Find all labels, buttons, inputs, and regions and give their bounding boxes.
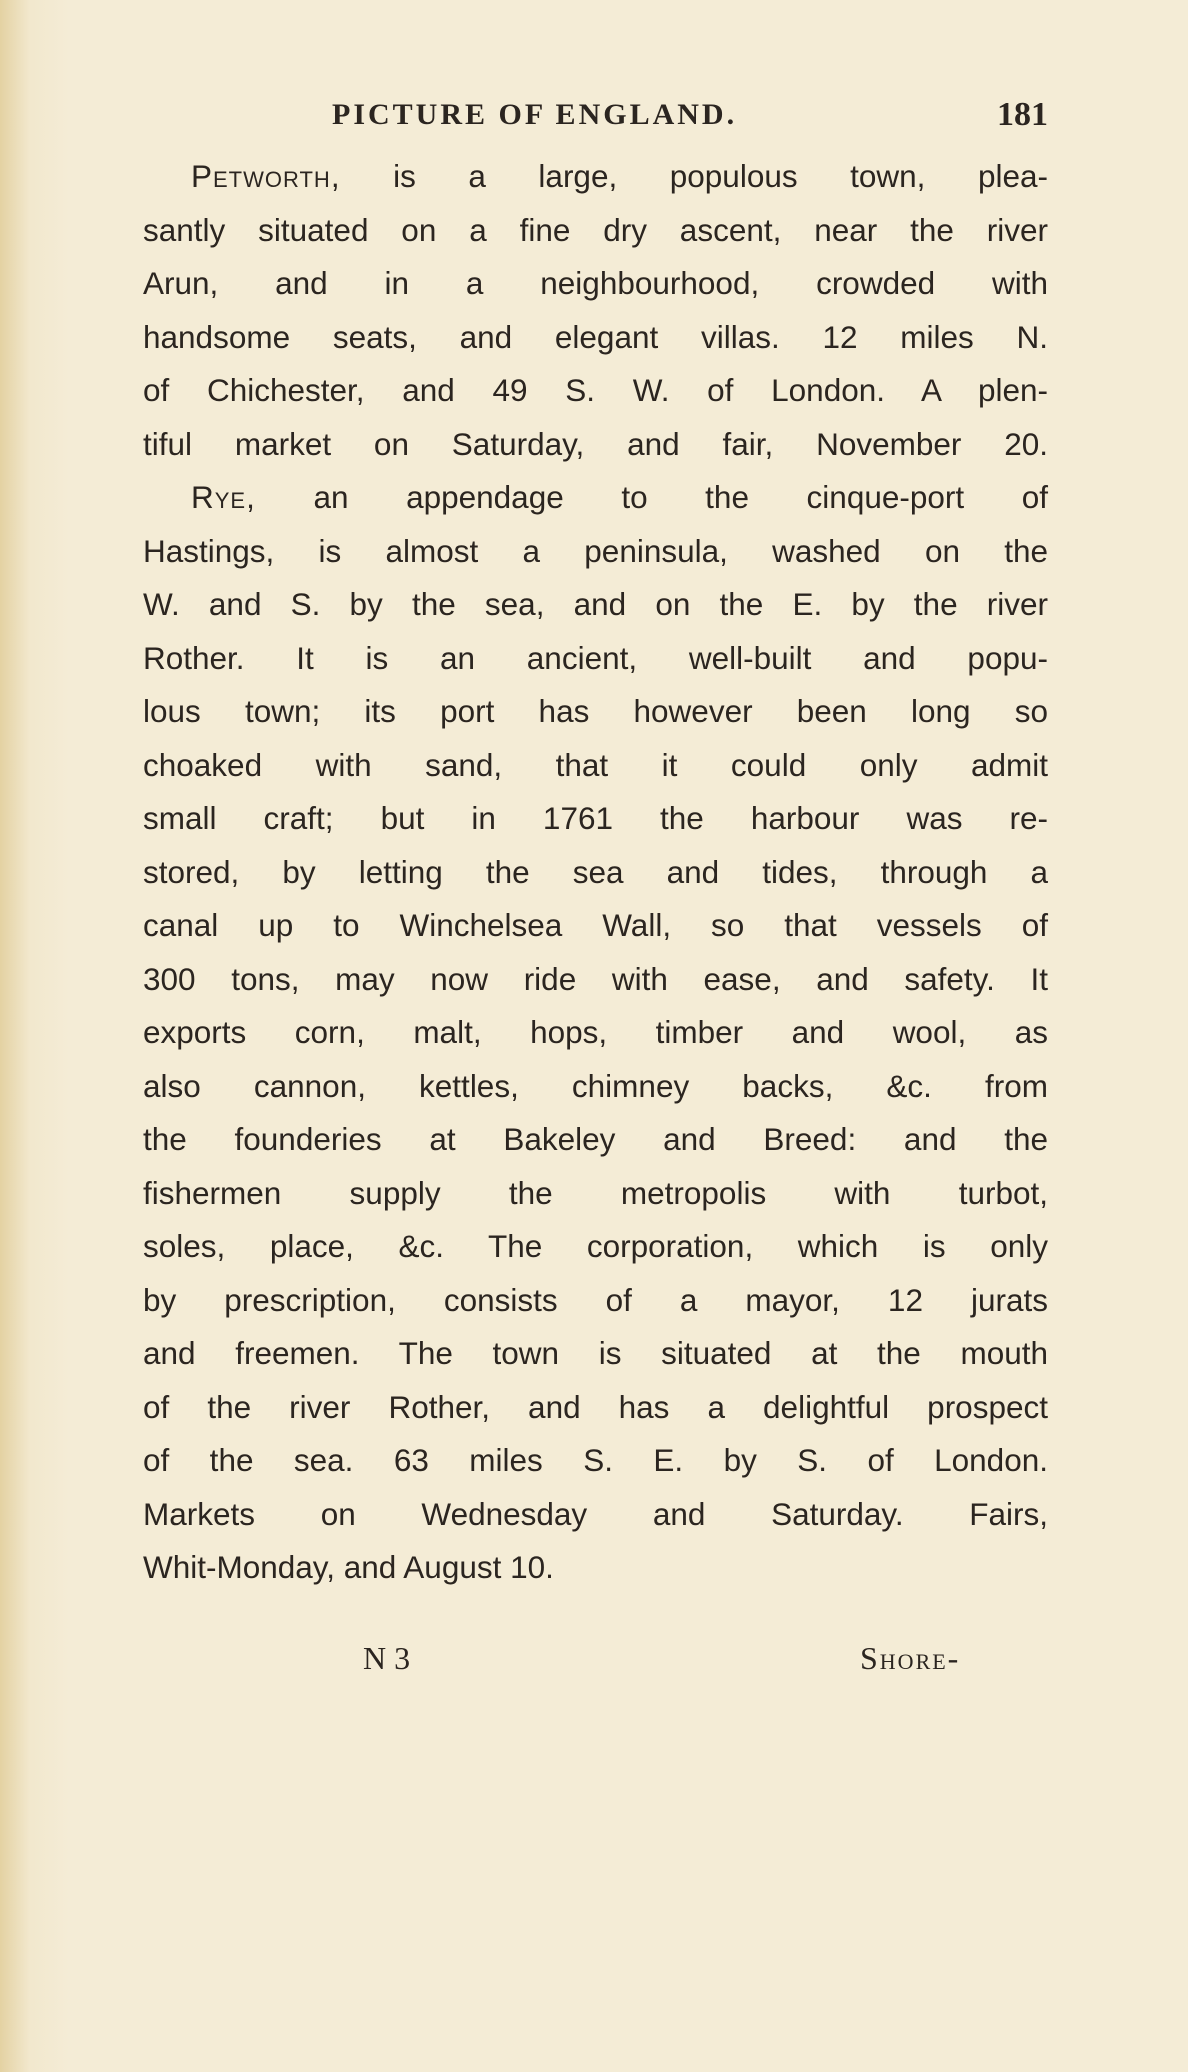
entry-line: santly situated on a fine dry ascent, near the river bbox=[143, 211, 1048, 248]
page-number: 181 bbox=[997, 96, 1048, 133]
entry-line: the founderies at Bakeley and Breed: and the bbox=[143, 1121, 1048, 1157]
signature-mark: N 3 bbox=[363, 1640, 411, 1676]
entry-line: Whit-Monday, and August 10. bbox=[143, 1549, 554, 1585]
entry-line: canal up to Winchelsea Wall, so that vessels of bbox=[143, 907, 1048, 943]
entry-line: stored, by letting the sea and tides, through a bbox=[143, 853, 1048, 890]
page-footer bbox=[0, 1640, 1188, 1690]
catchword: Shore- bbox=[860, 1640, 961, 1676]
entry-line: of the river Rother, and has a delightful prospect bbox=[143, 1388, 1048, 1425]
body-text bbox=[143, 150, 1048, 1595]
entry-line: 300 tons, may now ride with ease, and safety. It bbox=[143, 960, 1048, 997]
entry-line: Arun, and in a neighbourhood, crowded with bbox=[143, 265, 1048, 301]
entry-line: of the sea. 63 miles S. E. by S. of London. bbox=[143, 1442, 1048, 1478]
entry-line: choaked with sand, that it could only admit bbox=[143, 746, 1048, 783]
entry-line: handsome seats, and elegant villas. 12 miles N. bbox=[143, 318, 1048, 355]
entry-line: Rother. It is an ancient, well-built and popu- bbox=[143, 639, 1048, 676]
entry-line: fishermen supply the metropolis with turbot, bbox=[143, 1174, 1048, 1211]
entry-line: soles, place, &c. The corporation, which is only bbox=[143, 1228, 1048, 1264]
entry-line: lous town; its port has however been long so bbox=[143, 693, 1048, 729]
entry-line: exports corn, malt, hops, timber and wool, as bbox=[143, 1014, 1048, 1050]
entry-line: and freemen. The town is situated at the mouth bbox=[143, 1335, 1048, 1371]
running-title: PICTURE OF ENGLAND. bbox=[332, 98, 738, 131]
entry-headword: Rye, bbox=[191, 479, 256, 515]
entry-line: Rye, an appendage to the cinque-port of bbox=[191, 479, 1048, 515]
entry-line: Petworth, is a large, populous town, plea- bbox=[191, 158, 1048, 194]
entry-line: Hastings, is almost a peninsula, washed on the bbox=[143, 532, 1048, 569]
entry-line: tiful market on Saturday, and fair, November 20. bbox=[143, 425, 1048, 462]
page-header bbox=[332, 98, 1048, 144]
entry-headword: Petworth, bbox=[191, 158, 341, 194]
entry-line: also cannon, kettles, chimney backs, &c. from bbox=[143, 1067, 1048, 1104]
entry-line: of Chichester, and 49 S. W. of London. A plen- bbox=[143, 372, 1048, 408]
entry-line: by prescription, consists of a mayor, 12 jurats bbox=[143, 1281, 1048, 1318]
entry-line: W. and S. by the sea, and on the E. by the river bbox=[143, 586, 1048, 622]
entry-line: Markets on Wednesday and Saturday. Fairs, bbox=[143, 1495, 1048, 1532]
entry-line: small craft; but in 1761 the harbour was re- bbox=[143, 800, 1048, 836]
